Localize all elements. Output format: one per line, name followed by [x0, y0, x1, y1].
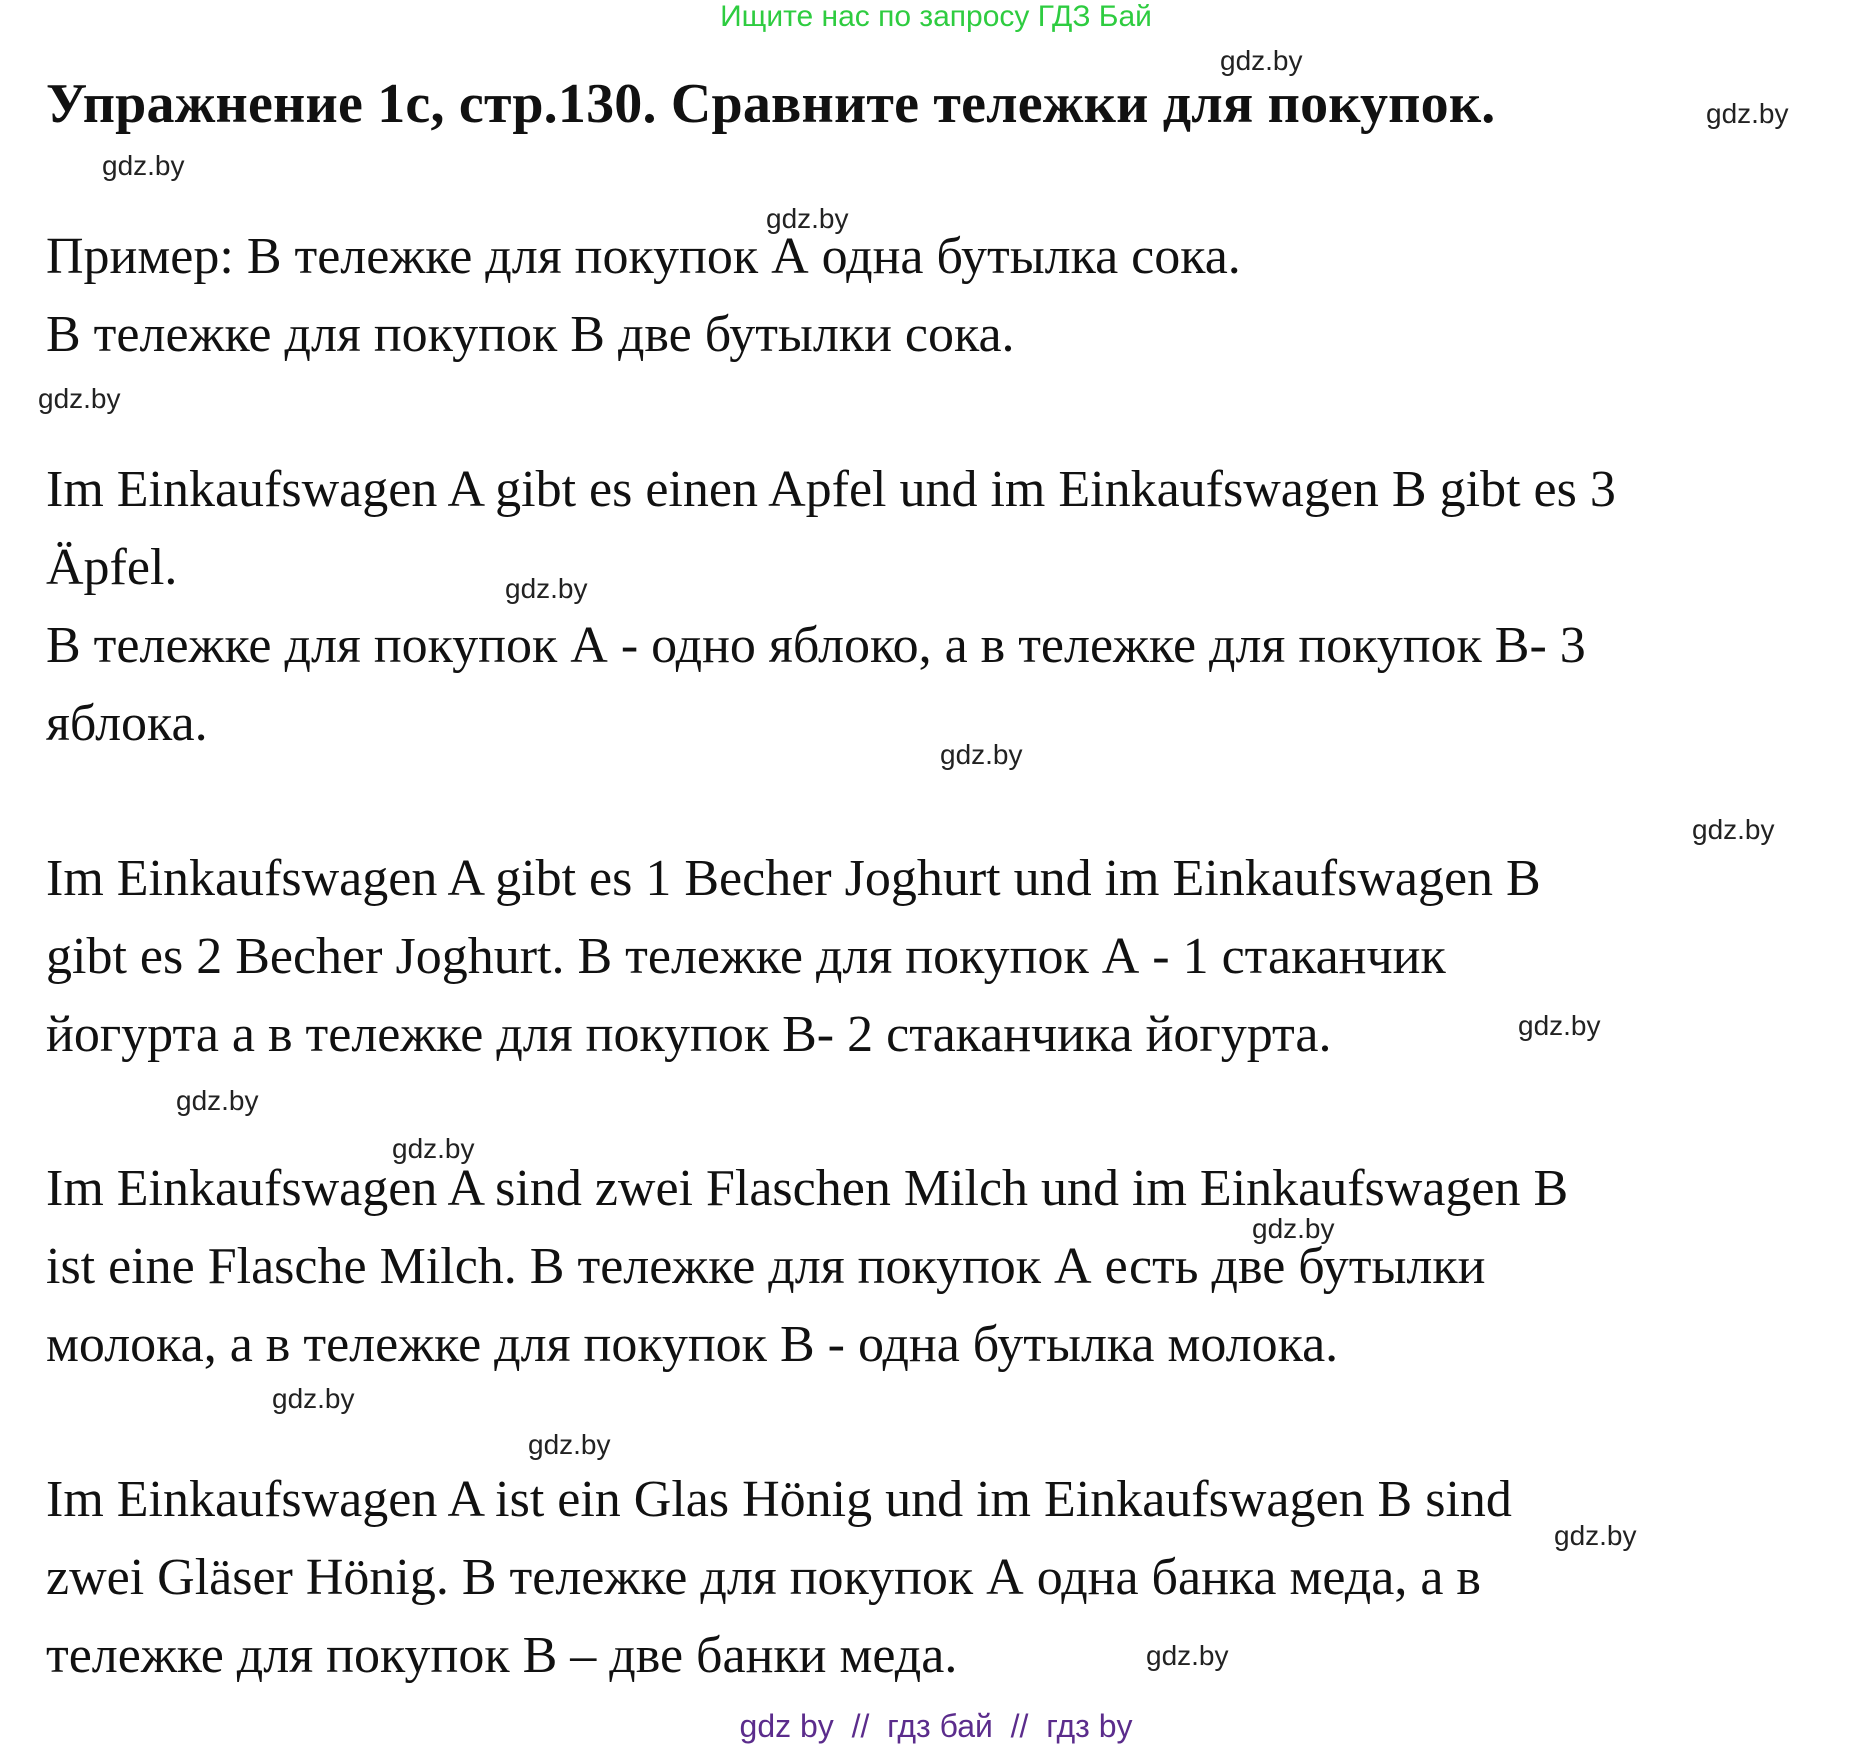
- watermark: gdz.by: [940, 739, 1023, 770]
- watermark: gdz.by: [1146, 1640, 1229, 1671]
- answer-2-line-2: gibt es 2 Becher Joghurt. В тележке для покупок А - 1 стаканчик: [46, 928, 1446, 985]
- watermark: gdz.by: [1252, 1213, 1335, 1244]
- watermark: gdz.by: [1692, 814, 1775, 845]
- watermark: gdz.by: [766, 203, 849, 234]
- answer-4-line-1: Im Einkaufswagen A ist ein Glas Hönig und im Einkaufswagen B sind: [46, 1471, 1512, 1528]
- watermark: gdz.by: [528, 1429, 611, 1460]
- watermark: gdz.by: [505, 573, 588, 604]
- answer-2-line-1: Im Einkaufswagen A gibt es 1 Becher Joghurt und im Einkaufswagen B: [46, 850, 1541, 907]
- watermark: gdz.by: [1554, 1520, 1637, 1551]
- watermark: gdz.by: [38, 383, 121, 414]
- answer-3-line-2: ist eine Flasche Milch. В тележке для покупок А есть две бутылки: [46, 1238, 1486, 1295]
- answer-4-line-2: zwei Gläser Hönig. В тележке для покупок А одна банка меда, а в: [46, 1549, 1481, 1606]
- answer-4-line-3: тележке для покупок В – две банки меда.: [46, 1627, 958, 1684]
- watermark: gdz.by: [1220, 45, 1303, 76]
- watermark: gdz.by: [1518, 1010, 1601, 1041]
- watermark: gdz.by: [1706, 98, 1789, 129]
- top-banner: Ищите нас по запросу ГДЗ Бай: [720, 0, 1152, 33]
- footer-links: gdz by // гдз бай // гдз by: [739, 1708, 1133, 1744]
- answer-3-line-1: Im Einkaufswagen A sind zwei Flaschen Milch und im Einkaufswagen B: [46, 1160, 1569, 1217]
- watermark: gdz.by: [176, 1085, 259, 1116]
- example-line-1: Пример: В тележке для покупок А одна бутылка сока.: [46, 228, 1241, 285]
- answer-1-line-1: Im Einkaufswagen A gibt es einen Apfel und im Einkaufswagen B gibt es 3: [46, 461, 1616, 518]
- answer-1-line-3: В тележке для покупок А - одно яблоко, а в тележке для покупок В- 3: [46, 617, 1586, 674]
- page-title: Упражнение 1с, стр.130. Сравните тележки для покупок.: [46, 73, 1496, 135]
- answer-1-line-4: яблока.: [46, 695, 208, 752]
- watermark: gdz.by: [102, 150, 185, 181]
- answer-2-line-3: йогурта а в тележке для покупок В- 2 стаканчика йогурта.: [46, 1006, 1332, 1063]
- example-line-2: В тележке для покупок В две бутылки сока.: [46, 306, 1015, 363]
- watermark: gdz.by: [392, 1133, 475, 1164]
- answer-1-line-2: Äpfel.: [46, 539, 178, 596]
- watermark: gdz.by: [272, 1383, 355, 1414]
- answer-3-line-3: молока, а в тележке для покупок В - одна бутылка молока.: [46, 1316, 1339, 1373]
